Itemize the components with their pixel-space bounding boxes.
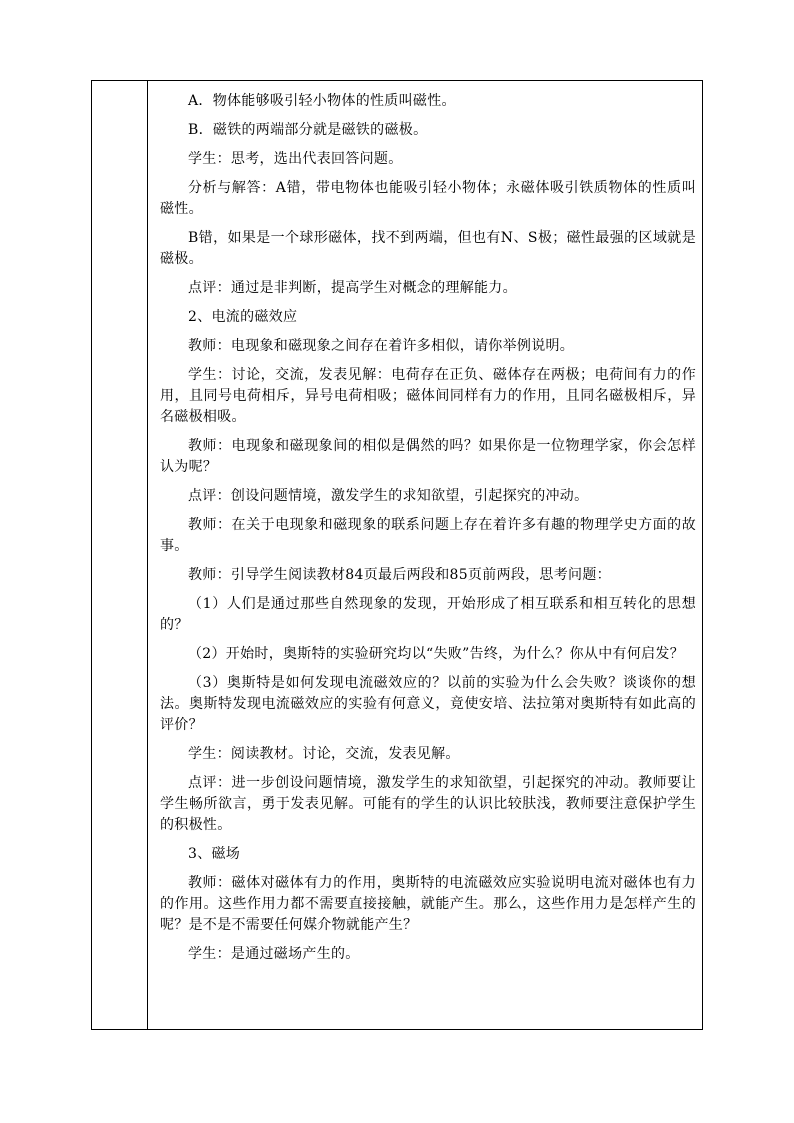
- student-2: 学生：阅读教材。讨论，交流，发表见解。: [188, 746, 460, 762]
- section-heading-2: 2、电流的磁效应: [188, 309, 298, 325]
- comment-1: 点评：通过是非判断，提高学生对概念的理解能力。: [188, 280, 517, 296]
- student-think: 学生：思考，选出代表回答问题。: [188, 151, 403, 167]
- lesson-table: [91, 80, 703, 1030]
- teacher-4: 教师：引导学生阅读教材84页最后两段和85页前两段，思考问题：: [188, 567, 611, 583]
- question-3: （3）奥斯特是如何发现电流磁效应的？以前的实验为什么会失败？谈谈你的想法。奥斯特发现电流磁效应的实验有何意义，竟使安培、法拉第对奥斯特有如此高的评价？: [160, 675, 696, 733]
- analysis-a: 分析与解答：A错，带电物体也能吸引轻小物体；永磁体吸引铁质物体的性质叫磁性。: [160, 180, 696, 217]
- teacher-5: 教师：磁体对磁体有力的作用，奥斯特的电流磁效应实验说明电流对磁体也有力的作用。这些作用力都不需要直接接触，就能产生。那么，这些作用力是怎样产生的呢？是不是不需要任何媒介物就能产生？: [160, 875, 696, 933]
- analysis-b: B错，如果是一个球形磁体，找不到两端，但也有N、S极；磁性最强的区域就是磁极。: [160, 230, 696, 267]
- teacher-1: 教师：电现象和磁现象之间存在着许多相似，请你举例说明。: [188, 338, 575, 354]
- section-heading-3: 3、磁场: [188, 846, 241, 862]
- comment-3: 点评：进一步创设问题情境，激发学生的求知欲望，引起探究的冲动。教师要让学生畅所欲言，勇于发表见解。可能有的学生的认识比较肤浅，教师要注意保护学生的积极性。: [160, 775, 696, 833]
- question-1: （1）人们是通过那些自然现象的发现，开始形成了相互联系和相互转化的思想的？: [160, 596, 696, 633]
- option-a: A．物体能够吸引轻小物体的性质叫磁性。: [188, 93, 456, 109]
- option-b: B．磁铁的两端部分就是磁铁的磁极。: [188, 122, 428, 138]
- student-1: 学生：讨论，交流，发表见解：电荷存在正负、磁体存在两极；电荷间有力的作用，且同号电荷相斥，异号电荷相吸；磁体间同样有力的作用，且同名磁极相斥，异名磁极相吸。: [160, 367, 696, 425]
- left-column-cell: [92, 81, 148, 1029]
- content-cell: [148, 81, 702, 1029]
- comment-2: 点评：创设问题情境，激发学生的求知欲望，引起探究的冲动。: [188, 488, 589, 504]
- teacher-2: 教师：电现象和磁现象间的相似是偶然的吗？如果你是一位物理学家，你会怎样认为呢？: [160, 438, 696, 475]
- question-2: （2）开始时，奥斯特的实验研究均以“失败”告终，为什么？你从中有何启发？: [188, 646, 685, 662]
- teacher-3: 教师：在关于电现象和磁现象的联系问题上存在着许多有趣的物理学史方面的故事。: [160, 517, 696, 554]
- student-3: 学生：是通过磁场产生的。: [188, 946, 360, 962]
